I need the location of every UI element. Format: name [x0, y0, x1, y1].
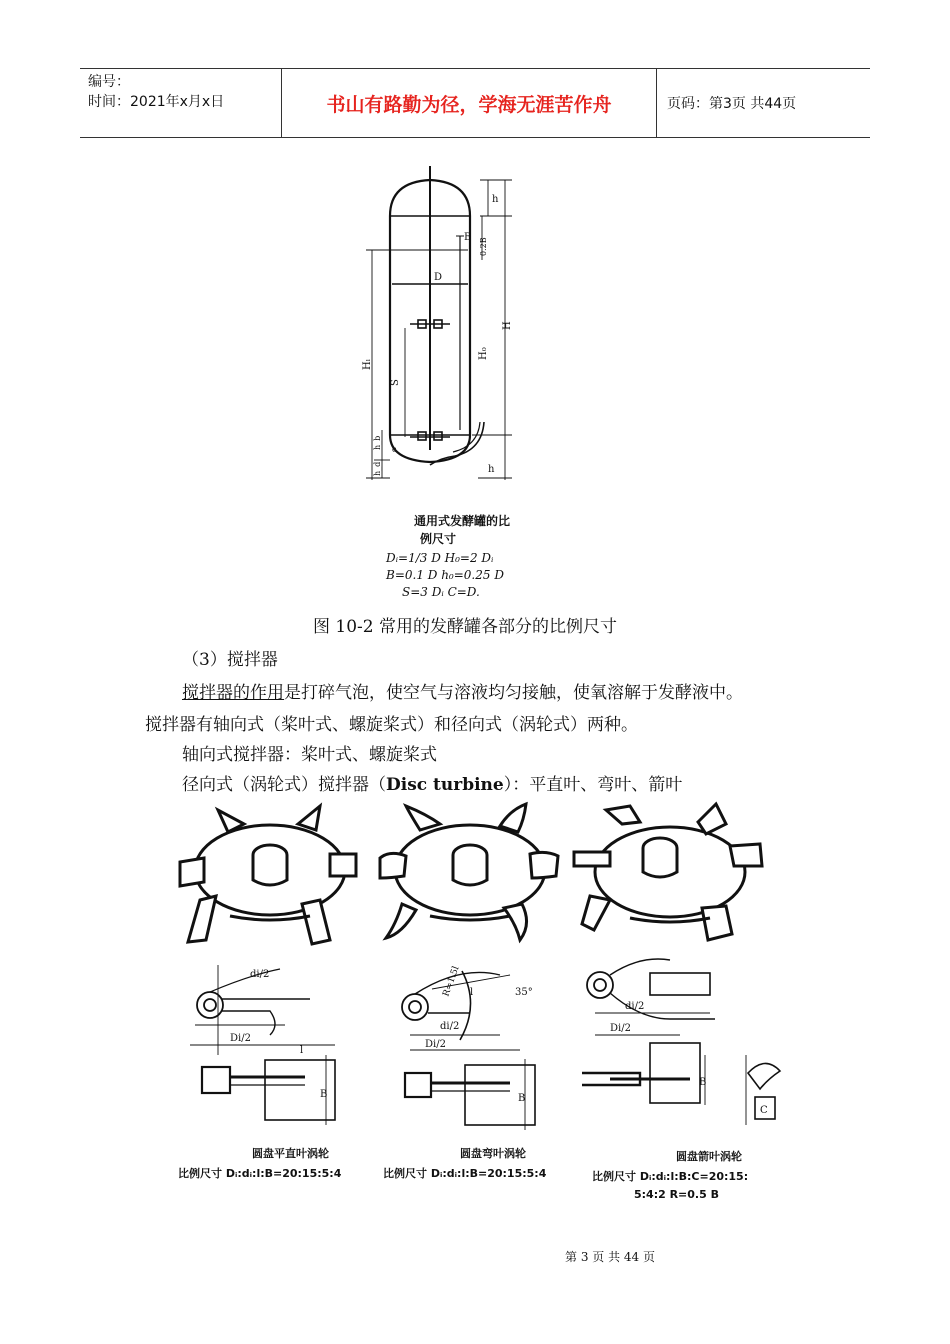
paragraph-3	[182, 770, 682, 795]
label-h0: H₀	[478, 347, 489, 360]
inset-title-2: 例尺寸	[420, 532, 457, 546]
flat-blade-turbine-3d	[180, 806, 356, 944]
paragraph-1-line-2: 搅拌器有轴向式（桨叶式、螺旋桨式）和径向式（涡轮式）两种。	[145, 715, 638, 735]
label-c: c	[392, 445, 397, 454]
formula-1: Dᵢ=1/3 D H₀=2 Dᵢ	[386, 551, 494, 565]
turbine-1-ratio: 比例尺寸 Dᵢ:dᵢ:l:B=20:15:5:4	[178, 1167, 342, 1180]
t2-label-angle: 35°	[515, 987, 533, 998]
paragraph-3-pre: 径向式（涡轮式）搅拌器（	[182, 775, 386, 795]
turbine-3-ratio-2: 5:4:2 R=0.5 B	[634, 1188, 719, 1201]
t1-label-l: l	[300, 1045, 304, 1056]
number-label: 编号：	[88, 74, 130, 90]
t2-label-l: l	[470, 987, 474, 998]
section-heading: （3）搅拌器	[182, 650, 278, 670]
t3-label-B: B	[699, 1077, 707, 1088]
header-motto: 书山有路勤为径，学海无涯苦作舟	[282, 69, 657, 137]
label-hl: Hₗ	[362, 358, 373, 370]
formula-2: B=0.1 D h₀=0.25 D	[386, 568, 504, 582]
label-b02: 0.2B	[479, 237, 488, 256]
fermenter-inset-title	[414, 512, 510, 548]
t1-label-d: di/2	[250, 969, 270, 980]
curved-blade-turbine-3d	[380, 804, 558, 940]
label-hb: h_b	[373, 435, 382, 450]
label-h-top: h	[492, 194, 499, 205]
arrow-blade-turbine-3d	[574, 804, 762, 940]
paragraph-1-rest: 是打碎气泡，使空气与溶液均匀接触，使氧溶解于发酵液中。	[284, 683, 743, 703]
turbine-2-name: 圆盘弯叶涡轮	[460, 1147, 526, 1160]
label-s: S	[390, 379, 401, 386]
t2-label-R: R=1.5l	[441, 964, 462, 999]
paragraph-3-post: ）：平直叶、弯叶、箭叶	[503, 775, 683, 795]
page-footer: 第 3 页 共 44 页	[565, 1250, 655, 1264]
underlined-term: 搅拌器的作用	[182, 683, 284, 703]
disc-turbine-term: Disc turbine	[386, 775, 504, 795]
figure-caption: 图 10-2 常用的发酵罐各部分的比例尺寸	[313, 617, 617, 637]
header-meta	[80, 69, 282, 137]
t3-label-d: di/2	[625, 1001, 645, 1012]
fermenter-diagram	[360, 160, 530, 505]
paragraph-2: 轴向式搅拌器：桨叶式、螺旋桨式	[182, 745, 437, 765]
label-d: D	[434, 272, 443, 283]
turbine-3-ratio	[592, 1168, 748, 1204]
page-header	[80, 68, 870, 138]
t1-label-B: B	[320, 1089, 328, 1100]
label-h: H	[502, 321, 513, 330]
time-label: 时间：2021年x月x日	[88, 94, 225, 110]
t2-label-D: Di/2	[425, 1039, 446, 1050]
turbine-2-ratio: 比例尺寸 Dᵢ:dᵢ:l:B=20:15:5:4	[383, 1167, 547, 1180]
fermenter-formulas	[386, 550, 504, 601]
t3-label-C: C	[760, 1105, 768, 1116]
label-b: B	[464, 232, 472, 243]
t2-label-d: di/2	[440, 1021, 460, 1032]
paragraph-1-line-1	[182, 678, 743, 703]
turbine-3-ratio-1: 比例尺寸 Dᵢ:dᵢ:l:B:C=20:15:	[592, 1170, 749, 1183]
inset-title-1: 通用式发酵罐的比	[414, 514, 511, 528]
turbine-1-name: 圆盘平直叶涡轮	[252, 1147, 329, 1160]
label-hd: h_d	[373, 461, 382, 476]
header-page-info: 页码：第3页 共44页	[667, 96, 797, 112]
turbine-3d-drawings	[170, 800, 800, 950]
formula-3: S=3 Dᵢ C=D.	[402, 585, 480, 599]
turbine-dimension-drawings	[170, 955, 800, 1145]
t1-label-D: Di/2	[230, 1033, 251, 1044]
t2-label-B: B	[518, 1093, 526, 1104]
label-h-bottom: h	[488, 464, 495, 475]
t3-label-D: Di/2	[610, 1023, 631, 1034]
turbine-3-name: 圆盘箭叶涡轮	[676, 1150, 742, 1163]
